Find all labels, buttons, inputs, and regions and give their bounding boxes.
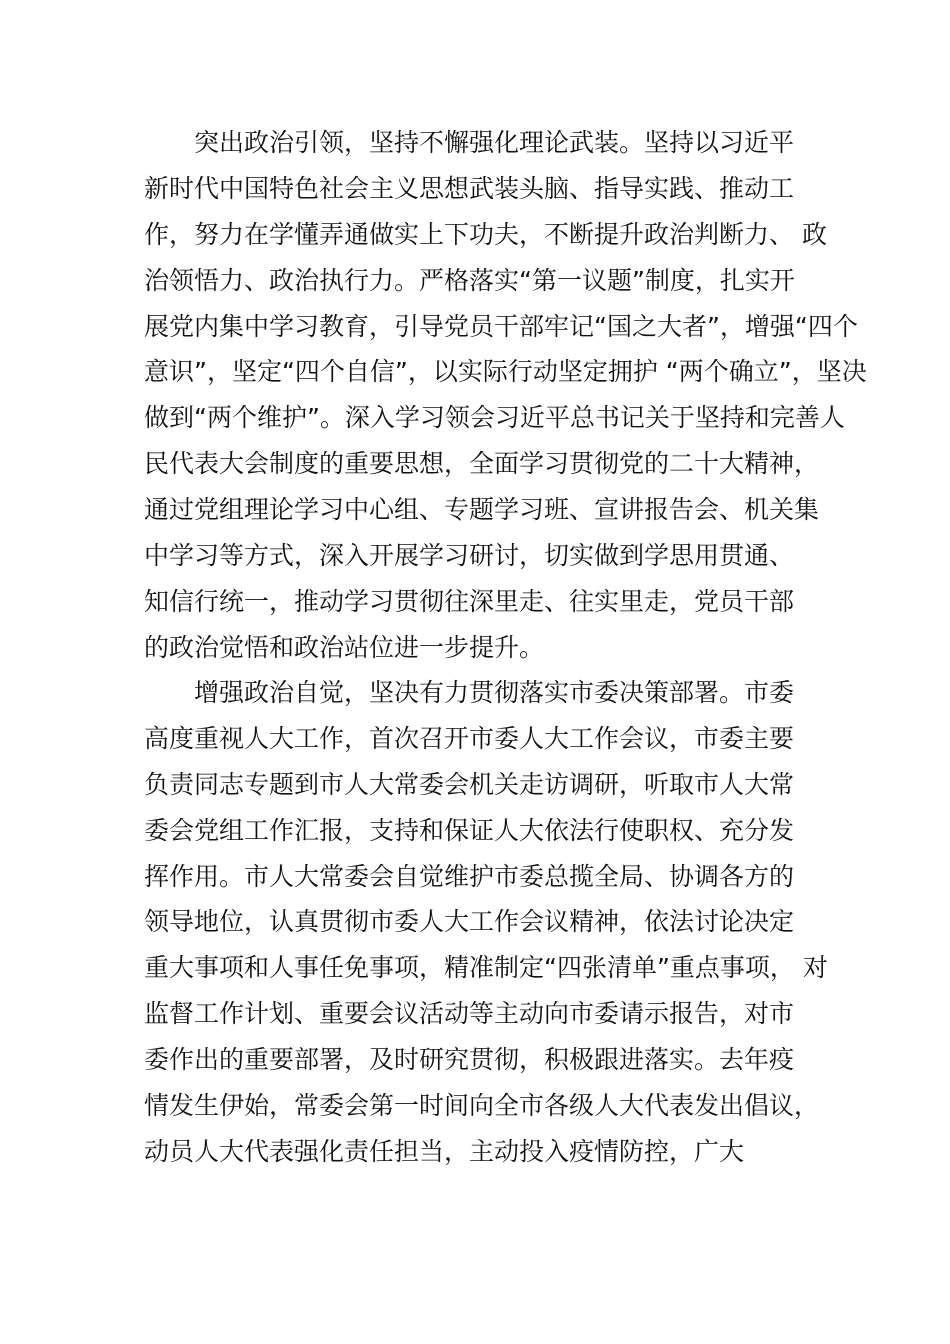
text-line: 挥作用。市人大常委会自觉维护市委总揽全局、协调各方的	[144, 861, 795, 891]
text-line: 的政治觉悟和政治站位进一步提升。	[144, 632, 545, 662]
paragraph-political-consciousness	[144, 670, 844, 1175]
text-line: 作，努力在学懂弄通做实上下功夫，不断提升政治判断力、 政	[144, 219, 827, 249]
text-line: 突出政治引领，坚持不懈强化理论武装。坚持以习近平	[194, 128, 795, 157]
text-line: 治领悟力、政治执行力。严格落实“第一议题”制度，扎实开	[144, 265, 795, 295]
text-line: 重大事项和人事任免事项，精准制定“四张清单”重点事项， 对	[144, 953, 828, 983]
text-line: 监督工作计划、重要会议活动等主动向市委请示报告，对市	[144, 999, 795, 1029]
text-line: 委作出的重要部署，及时研究贯彻，积极跟进落实。去年疫	[144, 1045, 795, 1075]
text-line: 情发生伊始，常委会第一时间向全市各级人大代表发出倡议，	[144, 1091, 820, 1121]
text-line: 新时代中国特色社会主义思想武装头脑、指导实践、推动工	[144, 173, 795, 203]
text-line: 高度重视人大工作，首次召开市委人大工作会议，市委主要	[144, 723, 795, 753]
text-line: 做到“两个维护”。深入学习领会习近平总书记关于坚持和完善人	[144, 403, 845, 433]
text-line: 中学习等方式，深入开展学习研讨，切实做到学思用贯通、	[144, 541, 795, 571]
text-line: 知信行统一，推动学习贯彻往深里走、往实里走，党员干部	[144, 586, 795, 616]
text-line: 领导地位，认真贯彻市委人大工作会议精神，依法讨论决定	[144, 907, 795, 937]
text-line: 展党内集中学习教育，引导党员干部牢记“国之大者”，增强“四个	[144, 311, 858, 341]
text-line: 委会党组工作汇报，支持和保证人大依法行使职权、充分发	[144, 815, 795, 845]
paragraph-political-leadership	[144, 120, 867, 671]
text-line: 意识”，坚定“四个自信”，以实际行动坚定拥护 “两个确立”，坚决	[144, 357, 867, 387]
text-line: 动员人大代表强化责任担当，主动投入疫情防控，广大	[144, 1136, 745, 1166]
text-line: 负责同志专题到市人大常委会机关走访调研，听取市人大常	[144, 769, 795, 799]
text-line: 民代表大会制度的重要思想，全面学习贯彻党的二十大精神，	[144, 449, 820, 479]
text-line: 通过党组理论学习中心组、专题学习班、宣讲报告会、机关集	[144, 495, 820, 525]
text-line: 增强政治自觉，坚决有力贯彻落实市委决策部署。市委	[194, 678, 795, 707]
